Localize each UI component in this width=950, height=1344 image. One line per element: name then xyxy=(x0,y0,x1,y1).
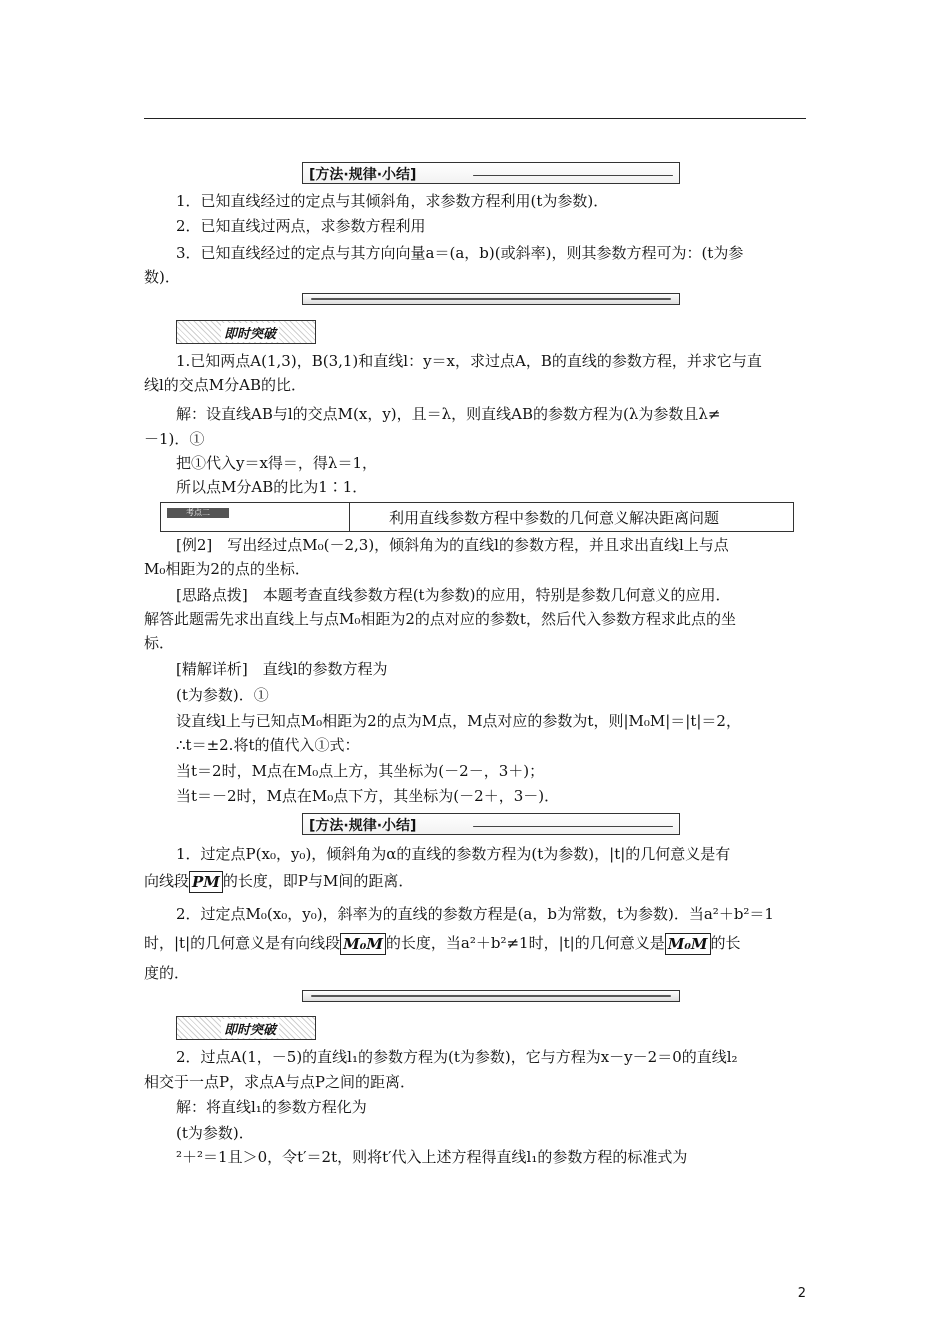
text-line: 2．过点A(1，－5)的直线l₁的参数方程为(t为参数)，它与方程为x－y－2＝0的直线l₂ xyxy=(176,1048,738,1066)
text-line: 标． xyxy=(144,634,175,652)
text-line: (t为参数)． xyxy=(176,1124,254,1142)
text-line: 所以点M分AB的比为1∶1． xyxy=(176,478,368,496)
text-line: 向线段 PM 的长度，即P与M间的距离． xyxy=(144,872,414,891)
text-line: 线l的交点M分AB的比． xyxy=(144,376,307,394)
text-line: 解：设直线AB与l的交点M(x，y)，且＝λ，则直线AB的参数方程为(λ为参数且λ≠ xyxy=(176,405,721,423)
text-line: [思路点拨] 本题考查直线参数方程(t为参数)的应用，特别是参数几何意义的应用． xyxy=(176,586,731,604)
text-line: 2．过定点M₀(x₀，y₀)，斜率为的直线的参数方程是(a，b为常数，t为参数)．当a²＋b²＝1 xyxy=(176,905,774,923)
text-line: ∴t＝±2.将t的值代入①式： xyxy=(176,736,360,754)
text-line: 相交于一点P，求点A与点P之间的距离． xyxy=(144,1073,416,1091)
section-title: 利用直线参数方程中参数的几何意义解决距离问题 xyxy=(389,509,720,527)
vector-m0m-box: M₀M xyxy=(665,933,711,955)
text-line: [例2] 写出经过点M₀(－2,3)，倾斜角为的直线l的参数方程，并且求出直线l上与点 xyxy=(176,536,729,554)
text-line: －1)．① xyxy=(144,430,205,448)
text-line: 时，|t|的几何意义是有向线段 M₀M 的长度，当a²＋b²≠1时，|t|的几何意义是 M₀M 的长 xyxy=(144,934,741,953)
text-line: ²＋²＝1且＞0，令t′＝2t，则将t′代入上述方程得直线l₁的参数方程的标准式为 xyxy=(176,1148,688,1166)
text-line: 设直线l上与已知点M₀相距为2的点为M点，M点对应的参数为t，则|M₀M|＝|t|＝2， xyxy=(176,712,741,730)
text-line: 1.已知两点A(1,3)，B(3,1)和直线l：y＝x，求过点A，B的直线的参数方程，并求它与直 xyxy=(176,352,762,370)
vector-m0m-box: M₀M xyxy=(340,933,386,955)
text-line: 把①代入y＝x得＝，得λ＝1， xyxy=(176,454,377,472)
section-badge: 考点二 xyxy=(167,508,229,518)
text-line: [精解详析] 直线l的参数方程为 xyxy=(176,660,388,678)
text-line: (t为参数)．① xyxy=(176,686,269,704)
section-heading xyxy=(160,502,794,532)
text-line: 解答此题需先求出直线上与点M₀相距为2的点对应的参数t，然后代入参数方程求此点的坐 xyxy=(144,610,736,628)
text-line: 度的． xyxy=(144,964,190,982)
text-line: 2．已知直线过两点，求参数方程利用 xyxy=(176,217,426,235)
method-summary-header: [方法·规律·小结] xyxy=(302,162,680,184)
instant-practice-tag: 即时突破 xyxy=(176,1016,316,1040)
page-number: 2 xyxy=(797,1286,806,1301)
method-summary-footer xyxy=(302,293,680,305)
header-rule xyxy=(144,118,806,119)
text-line: 1．过定点P(x₀，y₀)，倾斜角为α的直线的参数方程为(t为参数)，|t|的几何意义是有 xyxy=(176,845,731,863)
text-line: 数)． xyxy=(144,268,180,286)
method-summary-header: [方法·规律·小结] xyxy=(302,813,680,835)
text-line: 1．已知直线经过的定点与其倾斜角，求参数方程利用(t为参数)． xyxy=(176,192,609,210)
text-line: 解：将直线l₁的参数方程化为 xyxy=(176,1098,367,1116)
method-summary-footer xyxy=(302,990,680,1002)
text-line: 当t＝－2时，M点在M₀点下方，其坐标为(－2＋，3－)． xyxy=(176,787,560,805)
text-line: M₀相距为2的点的坐标． xyxy=(144,560,310,578)
instant-practice-tag: 即时突破 xyxy=(176,320,316,344)
vector-pm-box: PM xyxy=(189,871,223,893)
text-line: 当t＝2时，M点在M₀点上方，其坐标为(－2－，3＋)； xyxy=(176,762,545,780)
text-line: 3．已知直线经过的定点与其方向向量a＝(a，b)(或斜率)，则其参数方程可为：(t为参 xyxy=(176,244,744,262)
